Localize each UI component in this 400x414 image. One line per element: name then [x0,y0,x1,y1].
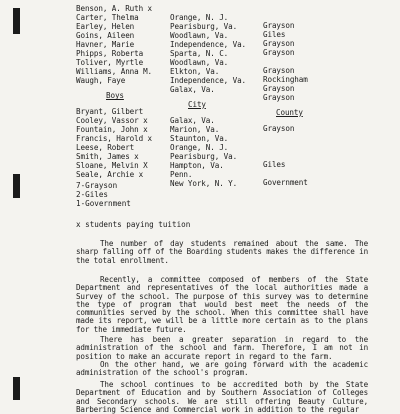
punch-hole-mark [13,377,20,400]
tally-line: 2-Giles [76,190,109,199]
column-header-city: City [188,99,206,109]
list-item: Francis, Harold x Orange, N. J. [76,134,229,152]
tally-line: 1-Government [76,199,131,208]
list-item: Fountain, John x Staunton, Va. [76,125,229,143]
tuition-footnote: x students paying tuition [76,220,191,229]
body-paragraph: On the other hand, we are going forward with the academic administration of the school's program. [76,360,368,378]
list-item: Bryant, Gilbert Galax, Va. Grayson [76,107,295,133]
list-item: Toliver, Myrtle Elkton, Va. Rockingham [76,58,308,84]
list-item: Goins, Aileen Independence, Va. Grayson [76,31,295,57]
list-item: Havner, Marie Sparta, N. C. [76,40,229,58]
body-paragraph: Recently, a committee composed of members of the State Department and representatives of the local authorities made a Survey of the school. The purpose of this survey was to determine the type of program that would best meet the needs of the communities served by the school. When this committee shall have made its report, we will be a little more certain as to the plans for the immediate future. [76,275,368,334]
list-item: Seale, Archie x New York, N. Y. [76,170,238,188]
list-item: Williams, Anna M. Independence, Va. Grayson [76,67,295,93]
list-item: Sloane, Melvin X Penn. Government [76,161,308,187]
list-item: Carter, Thelma Pearisburg, Va. Giles [76,13,286,39]
list-item: Benson, A. Ruth x Orange, N. J. Grayson [76,4,295,30]
list-item: Smith, James x Hampton, Va. [76,152,224,170]
list-item: Waugh, Faye Galax, Va. Grayson [76,76,295,102]
list-item: Leese, Robert Pearisburg, Va. Giles [76,143,286,169]
body-paragraph: The school continues to be accredited both by the State Department of Education and by Southern Association of Colleges and Secondary schools. We are still offering Beauty Culture, Barbering Science and Commercial work in addition to the regular [76,380,368,414]
list-item: Cooley, Vassor x Marion, Va. [76,116,220,134]
list-item: Earley, Helen Woodlawn, Va. Grayson [76,22,295,48]
column-header-boys: Boys [106,91,124,101]
list-item: Phipps, Roberta Woodlawn, Va. Grayson [76,49,295,75]
column-header-county: County [276,107,303,117]
body-paragraph: The number of day students remained about the same. The sharp falling off of the Boarding students makes the difference in the total enrollment. [76,239,368,265]
body-paragraph: There has been a greater separation in regard to the administration of the school and farm. Therefore, I am not in position to make an accurate report in regard to the farm. [76,335,368,361]
tally-line: 7-Grayson [76,181,118,190]
